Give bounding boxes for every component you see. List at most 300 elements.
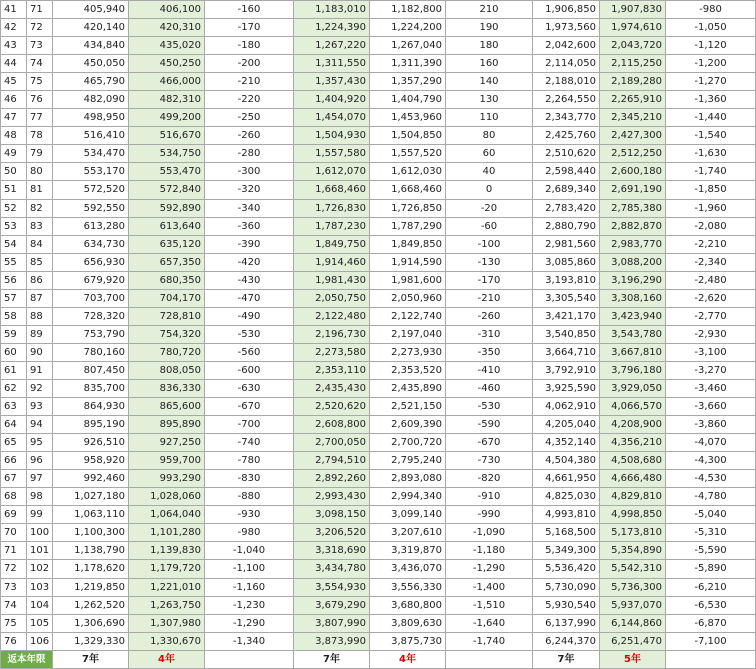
col-c2-cell: 3,423,940 [600, 307, 666, 325]
col-c-diff-cell: -2,340 [666, 253, 756, 271]
table-row [1, 632, 756, 650]
col-a1-cell: 516,410 [53, 127, 129, 145]
col-a-diff-cell: -1,100 [205, 560, 294, 578]
table-row [1, 127, 756, 145]
col-a-diff-cell: -180 [205, 37, 294, 55]
col-b-diff-cell: -1,400 [446, 578, 533, 596]
col-c-diff-cell: -6,870 [666, 614, 756, 632]
col-c-diff-cell: -1,120 [666, 37, 756, 55]
policy-year-cell: 66 [1, 452, 27, 470]
footer-cell: 5年 [600, 650, 666, 668]
col-a2-cell: 406,100 [129, 1, 205, 19]
col-b-diff-cell: 210 [446, 1, 533, 19]
col-c2-cell: 3,088,200 [600, 253, 666, 271]
col-a-diff-cell: -250 [205, 109, 294, 127]
col-a2-cell: 895,890 [129, 416, 205, 434]
col-c2-cell: 2,785,380 [600, 199, 666, 217]
col-a1-cell: 728,320 [53, 307, 129, 325]
col-b-diff-cell: 0 [446, 181, 533, 199]
col-b-diff-cell: -210 [446, 289, 533, 307]
col-b-diff-cell: 60 [446, 145, 533, 163]
table-row [1, 307, 756, 325]
col-c2-cell: 4,508,680 [600, 452, 666, 470]
table-row [1, 19, 756, 37]
col-a2-cell: 865,600 [129, 398, 205, 416]
age-cell: 103 [27, 578, 53, 596]
policy-year-cell: 58 [1, 307, 27, 325]
age-cell: 106 [27, 632, 53, 650]
table-row [1, 398, 756, 416]
col-c-diff-cell: -1,050 [666, 19, 756, 37]
col-c-diff-cell: -1,540 [666, 127, 756, 145]
col-c2-cell: 5,173,810 [600, 524, 666, 542]
payback-years-label: 返本年限 [1, 650, 53, 668]
col-c1-cell: 3,305,540 [533, 289, 600, 307]
col-a-diff-cell: -1,160 [205, 578, 294, 596]
col-a2-cell: 728,810 [129, 307, 205, 325]
col-a2-cell: 704,170 [129, 289, 205, 307]
col-c1-cell: 2,880,790 [533, 217, 600, 235]
col-b1-cell: 1,557,580 [294, 145, 370, 163]
table-row [1, 1, 756, 19]
col-b2-cell: 2,795,240 [370, 452, 446, 470]
age-cell: 71 [27, 1, 53, 19]
col-b-diff-cell: 140 [446, 73, 533, 91]
col-b1-cell: 3,679,290 [294, 596, 370, 614]
policy-year-cell: 43 [1, 37, 27, 55]
age-cell: 83 [27, 217, 53, 235]
col-c2-cell: 2,427,300 [600, 127, 666, 145]
col-c1-cell: 2,264,550 [533, 91, 600, 109]
col-c-diff-cell: -1,440 [666, 109, 756, 127]
table-row [1, 506, 756, 524]
col-a1-cell: 1,063,110 [53, 506, 129, 524]
col-c-diff-cell: -3,660 [666, 398, 756, 416]
col-b-diff-cell: 40 [446, 163, 533, 181]
col-b1-cell: 3,318,690 [294, 542, 370, 560]
col-b1-cell: 2,520,620 [294, 398, 370, 416]
col-c2-cell: 6,251,470 [600, 632, 666, 650]
col-b2-cell: 3,436,070 [370, 560, 446, 578]
policy-year-cell: 46 [1, 91, 27, 109]
col-b-diff-cell: -530 [446, 398, 533, 416]
col-c2-cell: 5,542,310 [600, 560, 666, 578]
col-c1-cell: 1,906,850 [533, 1, 600, 19]
table-row [1, 253, 756, 271]
age-cell: 76 [27, 91, 53, 109]
col-c-diff-cell: -1,360 [666, 91, 756, 109]
policy-year-cell: 60 [1, 343, 27, 361]
policy-year-cell: 75 [1, 614, 27, 632]
col-a2-cell: 993,290 [129, 470, 205, 488]
col-a1-cell: 753,790 [53, 325, 129, 343]
col-b2-cell: 1,612,030 [370, 163, 446, 181]
col-b2-cell: 1,453,960 [370, 109, 446, 127]
col-c1-cell: 6,137,990 [533, 614, 600, 632]
col-a-diff-cell: -280 [205, 145, 294, 163]
col-b-diff-cell: 110 [446, 109, 533, 127]
col-c1-cell: 4,993,810 [533, 506, 600, 524]
col-b1-cell: 1,311,550 [294, 55, 370, 73]
col-c2-cell: 2,345,210 [600, 109, 666, 127]
age-cell: 82 [27, 199, 53, 217]
age-cell: 99 [27, 506, 53, 524]
col-c-diff-cell: -4,070 [666, 434, 756, 452]
col-b-diff-cell: -410 [446, 361, 533, 379]
col-a1-cell: 1,329,330 [53, 632, 129, 650]
policy-year-cell: 54 [1, 235, 27, 253]
col-a2-cell: 553,470 [129, 163, 205, 181]
table-row [1, 289, 756, 307]
col-a-diff-cell: -360 [205, 217, 294, 235]
col-a2-cell: 435,020 [129, 37, 205, 55]
col-b-diff-cell: -60 [446, 217, 533, 235]
age-cell: 84 [27, 235, 53, 253]
col-c-diff-cell: -1,850 [666, 181, 756, 199]
col-c2-cell: 4,356,210 [600, 434, 666, 452]
col-b1-cell: 2,892,260 [294, 470, 370, 488]
policy-year-cell: 56 [1, 271, 27, 289]
col-b-diff-cell: -1,180 [446, 542, 533, 560]
col-b2-cell: 2,353,520 [370, 361, 446, 379]
table-row [1, 145, 756, 163]
col-c-diff-cell: -7,100 [666, 632, 756, 650]
col-a1-cell: 1,219,850 [53, 578, 129, 596]
col-a2-cell: 592,890 [129, 199, 205, 217]
col-a2-cell: 1,307,980 [129, 614, 205, 632]
col-c1-cell: 3,421,170 [533, 307, 600, 325]
age-cell: 94 [27, 416, 53, 434]
table-row [1, 109, 756, 127]
col-a1-cell: 807,450 [53, 361, 129, 379]
col-c2-cell: 2,265,910 [600, 91, 666, 109]
col-a2-cell: 1,330,670 [129, 632, 205, 650]
age-cell: 72 [27, 19, 53, 37]
age-cell: 102 [27, 560, 53, 578]
policy-year-cell: 49 [1, 145, 27, 163]
age-cell: 78 [27, 127, 53, 145]
col-a2-cell: 1,179,720 [129, 560, 205, 578]
col-b1-cell: 1,404,920 [294, 91, 370, 109]
col-a1-cell: 1,100,300 [53, 524, 129, 542]
col-a2-cell: 780,720 [129, 343, 205, 361]
col-a1-cell: 992,460 [53, 470, 129, 488]
table-row [1, 55, 756, 73]
col-c2-cell: 2,691,190 [600, 181, 666, 199]
footer-row [1, 650, 756, 668]
col-b1-cell: 1,668,460 [294, 181, 370, 199]
col-a2-cell: 680,350 [129, 271, 205, 289]
col-c2-cell: 4,998,850 [600, 506, 666, 524]
col-a2-cell: 466,000 [129, 73, 205, 91]
col-b-diff-cell: -1,290 [446, 560, 533, 578]
age-cell: 101 [27, 542, 53, 560]
col-c2-cell: 4,066,570 [600, 398, 666, 416]
col-b1-cell: 2,993,430 [294, 488, 370, 506]
table-row [1, 379, 756, 397]
col-a2-cell: 450,250 [129, 55, 205, 73]
col-c2-cell: 5,736,300 [600, 578, 666, 596]
age-cell: 91 [27, 361, 53, 379]
col-c1-cell: 3,085,860 [533, 253, 600, 271]
col-b2-cell: 1,849,850 [370, 235, 446, 253]
col-a1-cell: 634,730 [53, 235, 129, 253]
col-b2-cell: 3,207,610 [370, 524, 446, 542]
col-b-diff-cell: 80 [446, 127, 533, 145]
col-c-diff-cell: -1,200 [666, 55, 756, 73]
col-c-diff-cell: -5,890 [666, 560, 756, 578]
policy-year-cell: 52 [1, 199, 27, 217]
table-row [1, 488, 756, 506]
col-b-diff-cell: -670 [446, 434, 533, 452]
col-b2-cell: 2,893,080 [370, 470, 446, 488]
col-b2-cell: 3,099,140 [370, 506, 446, 524]
col-a1-cell: 553,170 [53, 163, 129, 181]
col-c-diff-cell: -3,270 [666, 361, 756, 379]
col-c2-cell: 2,043,720 [600, 37, 666, 55]
col-c2-cell: 4,208,900 [600, 416, 666, 434]
col-c1-cell: 3,792,910 [533, 361, 600, 379]
table-row [1, 181, 756, 199]
age-cell: 93 [27, 398, 53, 416]
col-a2-cell: 927,250 [129, 434, 205, 452]
col-b2-cell: 1,557,520 [370, 145, 446, 163]
col-c-diff-cell: -2,620 [666, 289, 756, 307]
col-a-diff-cell: -930 [205, 506, 294, 524]
table-row [1, 235, 756, 253]
col-c-diff-cell: -3,460 [666, 379, 756, 397]
table-row [1, 416, 756, 434]
policy-year-cell: 42 [1, 19, 27, 37]
col-c-diff-cell: -2,210 [666, 235, 756, 253]
col-a1-cell: 1,262,520 [53, 596, 129, 614]
col-c-diff-cell: -1,740 [666, 163, 756, 181]
col-a-diff-cell: -700 [205, 416, 294, 434]
col-c1-cell: 2,042,600 [533, 37, 600, 55]
col-c1-cell: 4,205,040 [533, 416, 600, 434]
policy-year-cell: 68 [1, 488, 27, 506]
col-b1-cell: 1,267,220 [294, 37, 370, 55]
col-c2-cell: 3,543,780 [600, 325, 666, 343]
age-cell: 77 [27, 109, 53, 127]
col-a-diff-cell: -340 [205, 199, 294, 217]
age-cell: 89 [27, 325, 53, 343]
policy-year-cell: 71 [1, 542, 27, 560]
col-a2-cell: 1,139,830 [129, 542, 205, 560]
table-row [1, 343, 756, 361]
policy-year-cell: 48 [1, 127, 27, 145]
col-b2-cell: 1,311,390 [370, 55, 446, 73]
col-a1-cell: 405,940 [53, 1, 129, 19]
policy-year-cell: 67 [1, 470, 27, 488]
col-c-diff-cell: -4,530 [666, 470, 756, 488]
col-c1-cell: 2,689,340 [533, 181, 600, 199]
col-c2-cell: 2,983,770 [600, 235, 666, 253]
col-a2-cell: 534,750 [129, 145, 205, 163]
policy-year-cell: 61 [1, 361, 27, 379]
col-b2-cell: 3,809,630 [370, 614, 446, 632]
col-c-diff-cell: -4,300 [666, 452, 756, 470]
col-b1-cell: 3,206,520 [294, 524, 370, 542]
col-b2-cell: 3,556,330 [370, 578, 446, 596]
col-c1-cell: 3,925,590 [533, 379, 600, 397]
col-b1-cell: 1,224,390 [294, 19, 370, 37]
col-b2-cell: 1,267,040 [370, 37, 446, 55]
col-b1-cell: 2,435,430 [294, 379, 370, 397]
col-a2-cell: 754,320 [129, 325, 205, 343]
col-a-diff-cell: -600 [205, 361, 294, 379]
table-row [1, 542, 756, 560]
col-b1-cell: 1,726,830 [294, 199, 370, 217]
col-b1-cell: 1,504,930 [294, 127, 370, 145]
col-a-diff-cell: -260 [205, 127, 294, 145]
col-b-diff-cell: -990 [446, 506, 533, 524]
col-b-diff-cell: -100 [446, 235, 533, 253]
age-cell: 86 [27, 271, 53, 289]
col-a2-cell: 1,028,060 [129, 488, 205, 506]
age-cell: 92 [27, 379, 53, 397]
col-c-diff-cell: -5,590 [666, 542, 756, 560]
col-b2-cell: 1,981,600 [370, 271, 446, 289]
col-a-diff-cell: -1,040 [205, 542, 294, 560]
table-row [1, 434, 756, 452]
col-c-diff-cell: -2,770 [666, 307, 756, 325]
table-row [1, 217, 756, 235]
col-c2-cell: 6,144,860 [600, 614, 666, 632]
col-b2-cell: 2,122,740 [370, 307, 446, 325]
table-row [1, 524, 756, 542]
col-c1-cell: 5,536,420 [533, 560, 600, 578]
col-b-diff-cell: -350 [446, 343, 533, 361]
age-cell: 88 [27, 307, 53, 325]
col-c1-cell: 4,352,140 [533, 434, 600, 452]
col-b2-cell: 1,504,850 [370, 127, 446, 145]
col-a2-cell: 499,200 [129, 109, 205, 127]
col-b2-cell: 2,273,930 [370, 343, 446, 361]
table-row [1, 91, 756, 109]
col-c1-cell: 5,168,500 [533, 524, 600, 542]
table-row [1, 596, 756, 614]
age-cell: 85 [27, 253, 53, 271]
col-a1-cell: 572,520 [53, 181, 129, 199]
col-a-diff-cell: -470 [205, 289, 294, 307]
col-c2-cell: 3,196,290 [600, 271, 666, 289]
col-c2-cell: 5,354,890 [600, 542, 666, 560]
col-a1-cell: 835,700 [53, 379, 129, 397]
policy-year-cell: 76 [1, 632, 27, 650]
table-row [1, 73, 756, 91]
col-a2-cell: 1,221,010 [129, 578, 205, 596]
col-c-diff-cell: -1,960 [666, 199, 756, 217]
col-c-diff-cell: -2,480 [666, 271, 756, 289]
col-a-diff-cell: -670 [205, 398, 294, 416]
col-a2-cell: 572,840 [129, 181, 205, 199]
col-a1-cell: 534,470 [53, 145, 129, 163]
col-c1-cell: 2,188,010 [533, 73, 600, 91]
col-a-diff-cell: -430 [205, 271, 294, 289]
col-c1-cell: 2,510,620 [533, 145, 600, 163]
col-b-diff-cell: 160 [446, 55, 533, 73]
col-a1-cell: 958,920 [53, 452, 129, 470]
col-a2-cell: 420,310 [129, 19, 205, 37]
col-b1-cell: 3,873,990 [294, 632, 370, 650]
col-c1-cell: 2,981,560 [533, 235, 600, 253]
col-a1-cell: 613,280 [53, 217, 129, 235]
col-a1-cell: 434,840 [53, 37, 129, 55]
col-a1-cell: 679,920 [53, 271, 129, 289]
col-c1-cell: 2,114,050 [533, 55, 600, 73]
col-a1-cell: 1,178,620 [53, 560, 129, 578]
col-b-diff-cell: -310 [446, 325, 533, 343]
col-b1-cell: 3,807,990 [294, 614, 370, 632]
col-b-diff-cell: -730 [446, 452, 533, 470]
table-row [1, 560, 756, 578]
col-b2-cell: 3,680,800 [370, 596, 446, 614]
col-c-diff-cell: -980 [666, 1, 756, 19]
col-c2-cell: 3,308,160 [600, 289, 666, 307]
col-a1-cell: 592,550 [53, 199, 129, 217]
col-c1-cell: 4,062,910 [533, 398, 600, 416]
col-b-diff-cell: -1,740 [446, 632, 533, 650]
table-row [1, 37, 756, 55]
col-c-diff-cell: -5,040 [666, 506, 756, 524]
col-a2-cell: 482,310 [129, 91, 205, 109]
age-cell: 87 [27, 289, 53, 307]
col-b2-cell: 3,875,730 [370, 632, 446, 650]
col-b1-cell: 2,122,480 [294, 307, 370, 325]
col-a-diff-cell: -170 [205, 19, 294, 37]
col-c1-cell: 4,661,950 [533, 470, 600, 488]
col-c-diff-cell: -1,270 [666, 73, 756, 91]
col-b1-cell: 1,183,010 [294, 1, 370, 19]
age-cell: 79 [27, 145, 53, 163]
age-cell: 97 [27, 470, 53, 488]
col-a1-cell: 1,138,790 [53, 542, 129, 560]
col-a-diff-cell: -630 [205, 379, 294, 397]
policy-year-cell: 50 [1, 163, 27, 181]
col-a1-cell: 864,930 [53, 398, 129, 416]
policy-year-cell: 59 [1, 325, 27, 343]
col-b2-cell: 2,700,720 [370, 434, 446, 452]
policy-year-cell: 57 [1, 289, 27, 307]
col-c-diff-cell: -1,630 [666, 145, 756, 163]
col-c2-cell: 4,829,810 [600, 488, 666, 506]
col-b-diff-cell: 180 [446, 37, 533, 55]
col-a-diff-cell: -530 [205, 325, 294, 343]
col-a1-cell: 656,930 [53, 253, 129, 271]
age-cell: 105 [27, 614, 53, 632]
col-b1-cell: 1,849,750 [294, 235, 370, 253]
age-cell: 81 [27, 181, 53, 199]
col-b2-cell: 1,726,850 [370, 199, 446, 217]
col-c2-cell: 1,907,830 [600, 1, 666, 19]
footer-cell: 7年 [294, 650, 370, 668]
policy-year-cell: 47 [1, 109, 27, 127]
table-row [1, 163, 756, 181]
col-b1-cell: 2,794,510 [294, 452, 370, 470]
age-cell: 80 [27, 163, 53, 181]
footer-cell: 4年 [370, 650, 446, 668]
col-c2-cell: 5,937,070 [600, 596, 666, 614]
col-b2-cell: 1,668,460 [370, 181, 446, 199]
col-a-diff-cell: -220 [205, 91, 294, 109]
col-c2-cell: 2,600,180 [600, 163, 666, 181]
policy-year-cell: 55 [1, 253, 27, 271]
footer-cell [666, 650, 756, 668]
col-b2-cell: 1,224,200 [370, 19, 446, 37]
col-b-diff-cell: -260 [446, 307, 533, 325]
table-row [1, 199, 756, 217]
